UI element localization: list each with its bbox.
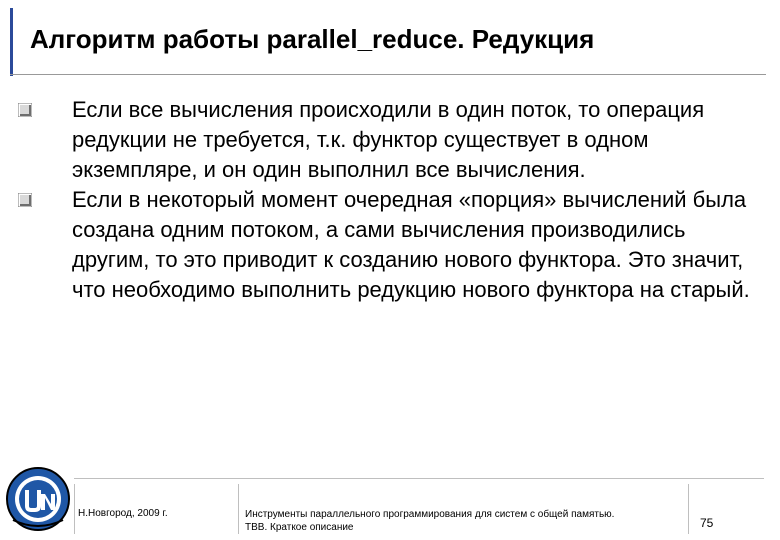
page-number: 75 [700,516,714,530]
footer-divider [238,484,239,534]
footer-divider [74,484,75,534]
bullet-text: Если в некоторый момент очередная «порция» вычислений была создана одним потоком, а сами вычисления производились другим, то это приводит к созданию нового функтора. Это значит, что необходимо выполнить редукцию нового функтора на старый. [72,187,750,302]
slide-title: Алгоритм работы parallel_reduce. Редукция [30,24,595,54]
title-accent-bar [10,8,13,76]
footer-course-title [245,508,614,534]
bullet-item [18,185,758,305]
footer-course-line-2: TBB. Краткое описание [245,522,354,533]
university-logo-icon [5,466,71,532]
checkbox-bullet-icon [18,193,32,207]
bullet-item [18,95,758,185]
bullet-text: Если все вычисления происходили в один поток, то операция редукции не требуется, т.к. функтор существует в одном экземпляре, и он один выполнил все вычисления. [72,97,705,182]
footer-location-date: Н.Новгород, 2009 г. [78,508,168,519]
footer-rule [74,478,764,479]
footer-divider [688,484,689,534]
title-underline [10,74,766,75]
checkbox-bullet-icon [18,103,32,117]
bullet-list [18,95,758,305]
footer-course-line-1: Инструменты параллельного программирования для систем с общей памятью. [245,509,615,520]
